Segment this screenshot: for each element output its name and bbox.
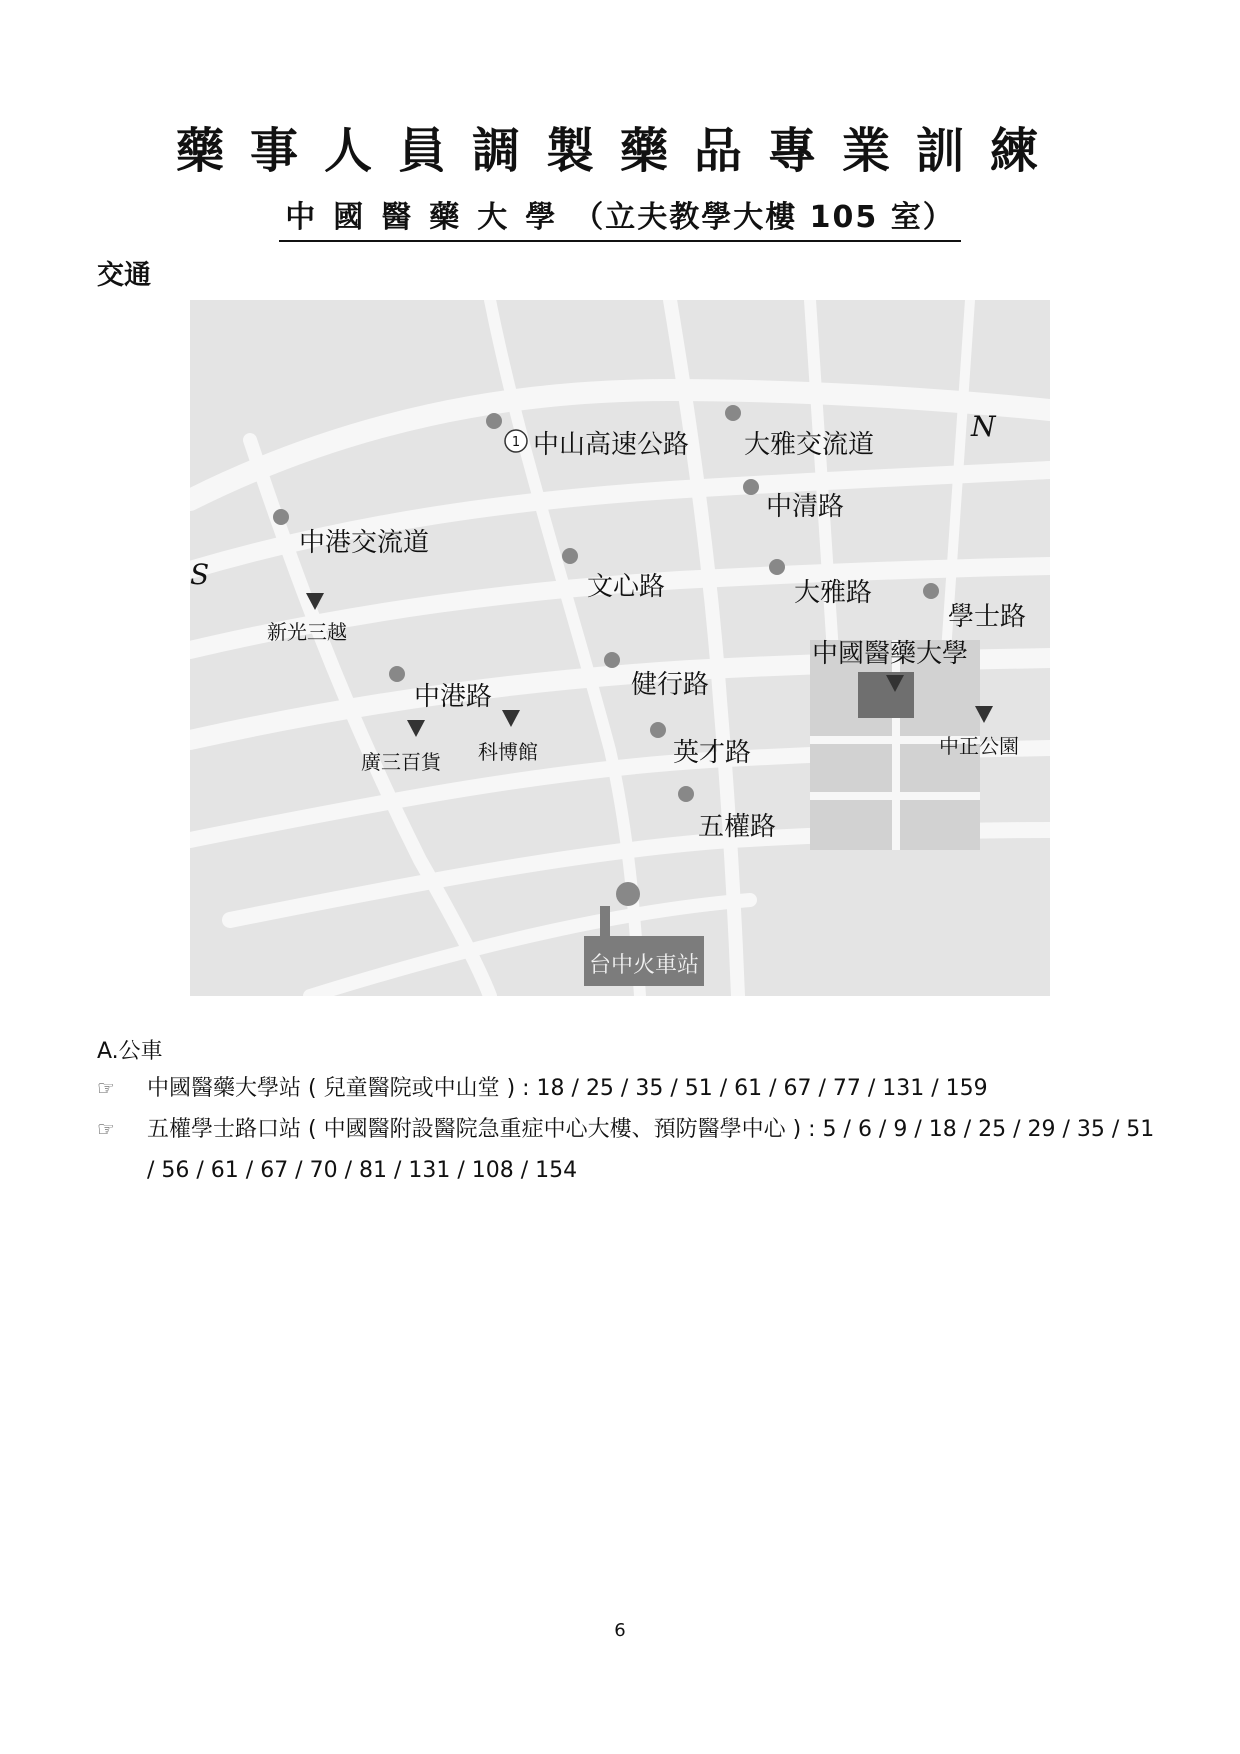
bus-heading: A.公車 — [97, 1039, 163, 1064]
list-item — [97, 1068, 1157, 1109]
hand-pointing-icon: ☞ — [97, 1076, 115, 1100]
map-label-science-museum: 科博館 — [478, 740, 538, 764]
compass-south: S — [190, 558, 210, 591]
map-label-taichung-station: 台中火車站 — [588, 953, 699, 978]
map-label-zhongqing-road: 中清路 — [766, 492, 845, 522]
document-title: 藥事人員調製藥品專業訓練 — [175, 123, 1064, 179]
subtitle-container — [0, 192, 1240, 242]
map-label-cmu: 中國醫藥大學 — [812, 639, 969, 669]
map-label-yingcai-road: 英才路 — [673, 738, 752, 768]
compass-north: N — [971, 410, 996, 443]
hand-pointing-icon: ☞ — [97, 1117, 115, 1141]
map-label-jianxing-road: 健行路 — [631, 670, 710, 700]
bus-stop-routes: 中國醫藥大學站 ( 兒童醫院或中山堂 ) : 18 / 25 / 35 / 51 / 61 / 67 / 77 / 131 / 159 — [147, 1076, 988, 1101]
map-label-xueshi-road: 學士路 — [948, 602, 1027, 632]
map-label-wenxin-road: 文心路 — [587, 572, 666, 602]
bus-stop-routes: 五權學士路口站 ( 中國醫附設醫院急重症中心大樓、預防醫學中心 ) : 5 / 6 / 9 / 18 / 25 / 29 / 35 / 51 / 56 / 61 / 67 / 70 / 81 / 131 / 108 / 154 — [147, 1117, 1155, 1183]
section-heading-transport: 交通 — [97, 260, 151, 291]
map-label-zhongzheng-park: 中正公園 — [939, 734, 1019, 758]
map-label-shinkong-mitsukoshi: 新光三越 — [267, 620, 347, 644]
map-label-wuquan-road: 五權路 — [698, 812, 777, 842]
map-label-zhongshan-highway: 中山高速公路 — [533, 430, 690, 460]
list-item — [97, 1109, 1157, 1191]
highway-shield-number: 1 — [511, 435, 521, 450]
location-map — [190, 300, 1050, 996]
map-label-zhonggang-road: 中港路 — [414, 682, 493, 712]
map-label-guangsan-sogo: 廣三百貨 — [361, 750, 441, 774]
bus-route-list — [97, 1068, 1157, 1191]
venue-room: （立夫教學大樓 105 室） — [573, 200, 955, 235]
venue-name: 中國醫藥大學 — [285, 200, 574, 235]
map-label-daya-interchange: 大雅交流道 — [744, 430, 875, 460]
venue-subtitle — [279, 192, 961, 242]
map-label-zhonggang-interchange: 中港交流道 — [299, 528, 430, 558]
page-number: 6 — [614, 1620, 626, 1641]
map-label-daya-road: 大雅路 — [794, 578, 873, 608]
